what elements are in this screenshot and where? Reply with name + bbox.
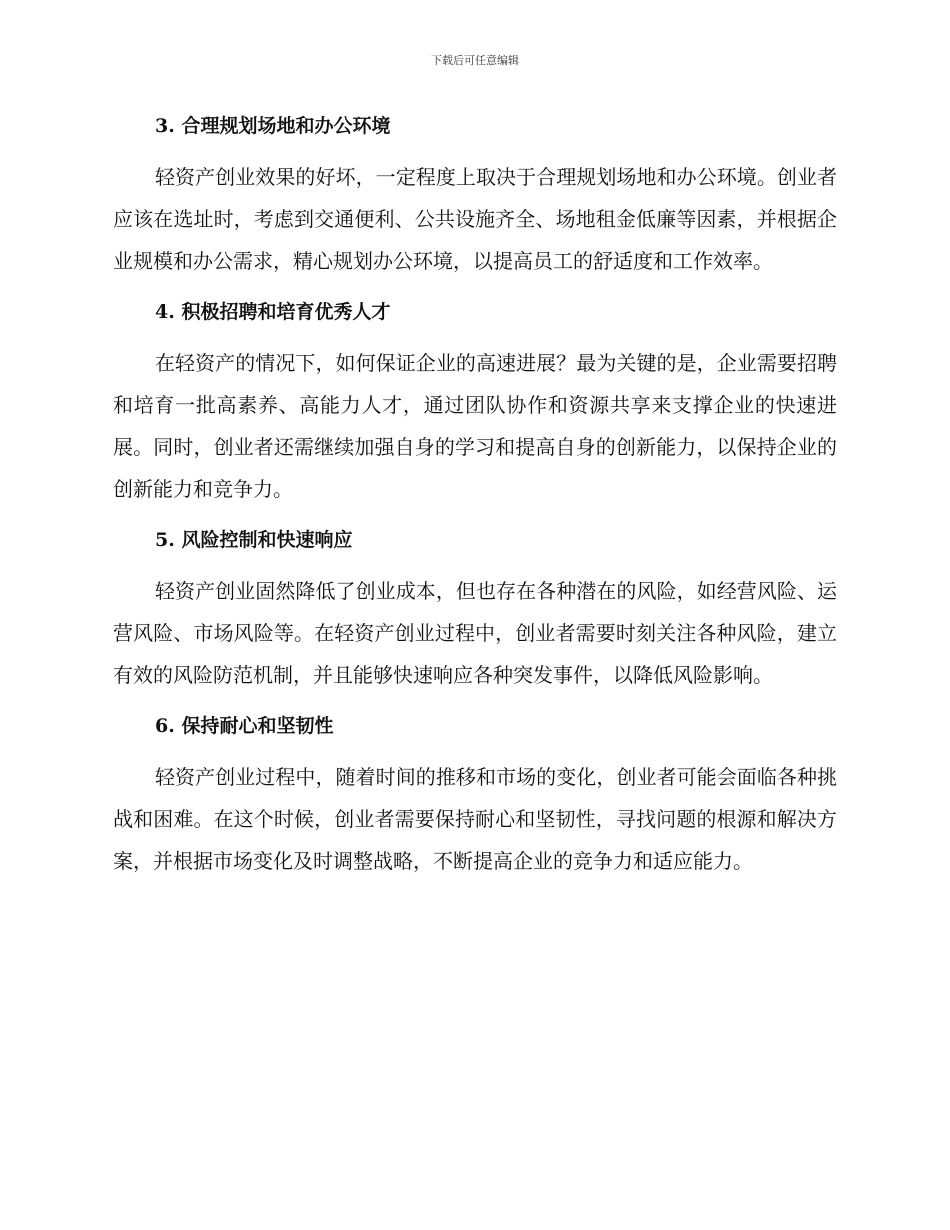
section-heading-5: 5. 风险控制和快速响应: [155, 529, 353, 551]
section-heading-4: 4. 积极招聘和培育优秀人才: [155, 301, 391, 323]
section-paragraph-6: 轻资产创业过程中，随着时间的推移和市场的变化，创业者可能会面临各种挑战和困难。在这个时候，创业者需要保持耐心和坚韧性，寻找问题的根源和解决方案，并根据市场变化及时调整战略，不断提高企业的竞争力和适应能力。: [113, 765, 837, 873]
section-paragraph-3: 轻资产创业效果的好坏，一定程度上取决于合理规划场地和办公环境。创业者应该在选址时，考虑到交通便利、公共设施齐全、场地租金低廉等因素，并根据企业规模和办公需求，精心规划办公环境，以提高员工的舒适度和工作效率。: [113, 165, 837, 273]
section-heading-3: 3. 合理规划场地和办公环境: [155, 115, 391, 137]
section-heading-6: 6. 保持耐心和坚韧性: [155, 715, 334, 737]
section-paragraph-4: 在轻资产的情况下，如何保证企业的高速进展？最为关键的是，企业需要招聘和培育一批高素养、高能力人才，通过团队协作和资源共享来支撑企业的快速进展。同时，创业者还需继续加强自身的学习和提高自身的创新能力，以保持企业的创新能力和竞争力。: [113, 351, 837, 501]
section-paragraph-5: 轻资产创业固然降低了创业成本，但也存在各种潜在的风险，如经营风险、运营风险、市场风险等。在轻资产创业过程中，创业者需要时刻关注各种风险，建立有效的风险防范机制，并且能够快速响应各种突发事件，以降低风险影响。: [113, 579, 837, 687]
page-header-note: 下载后可任意编辑: [431, 54, 519, 67]
document-body: [113, 110, 837, 896]
